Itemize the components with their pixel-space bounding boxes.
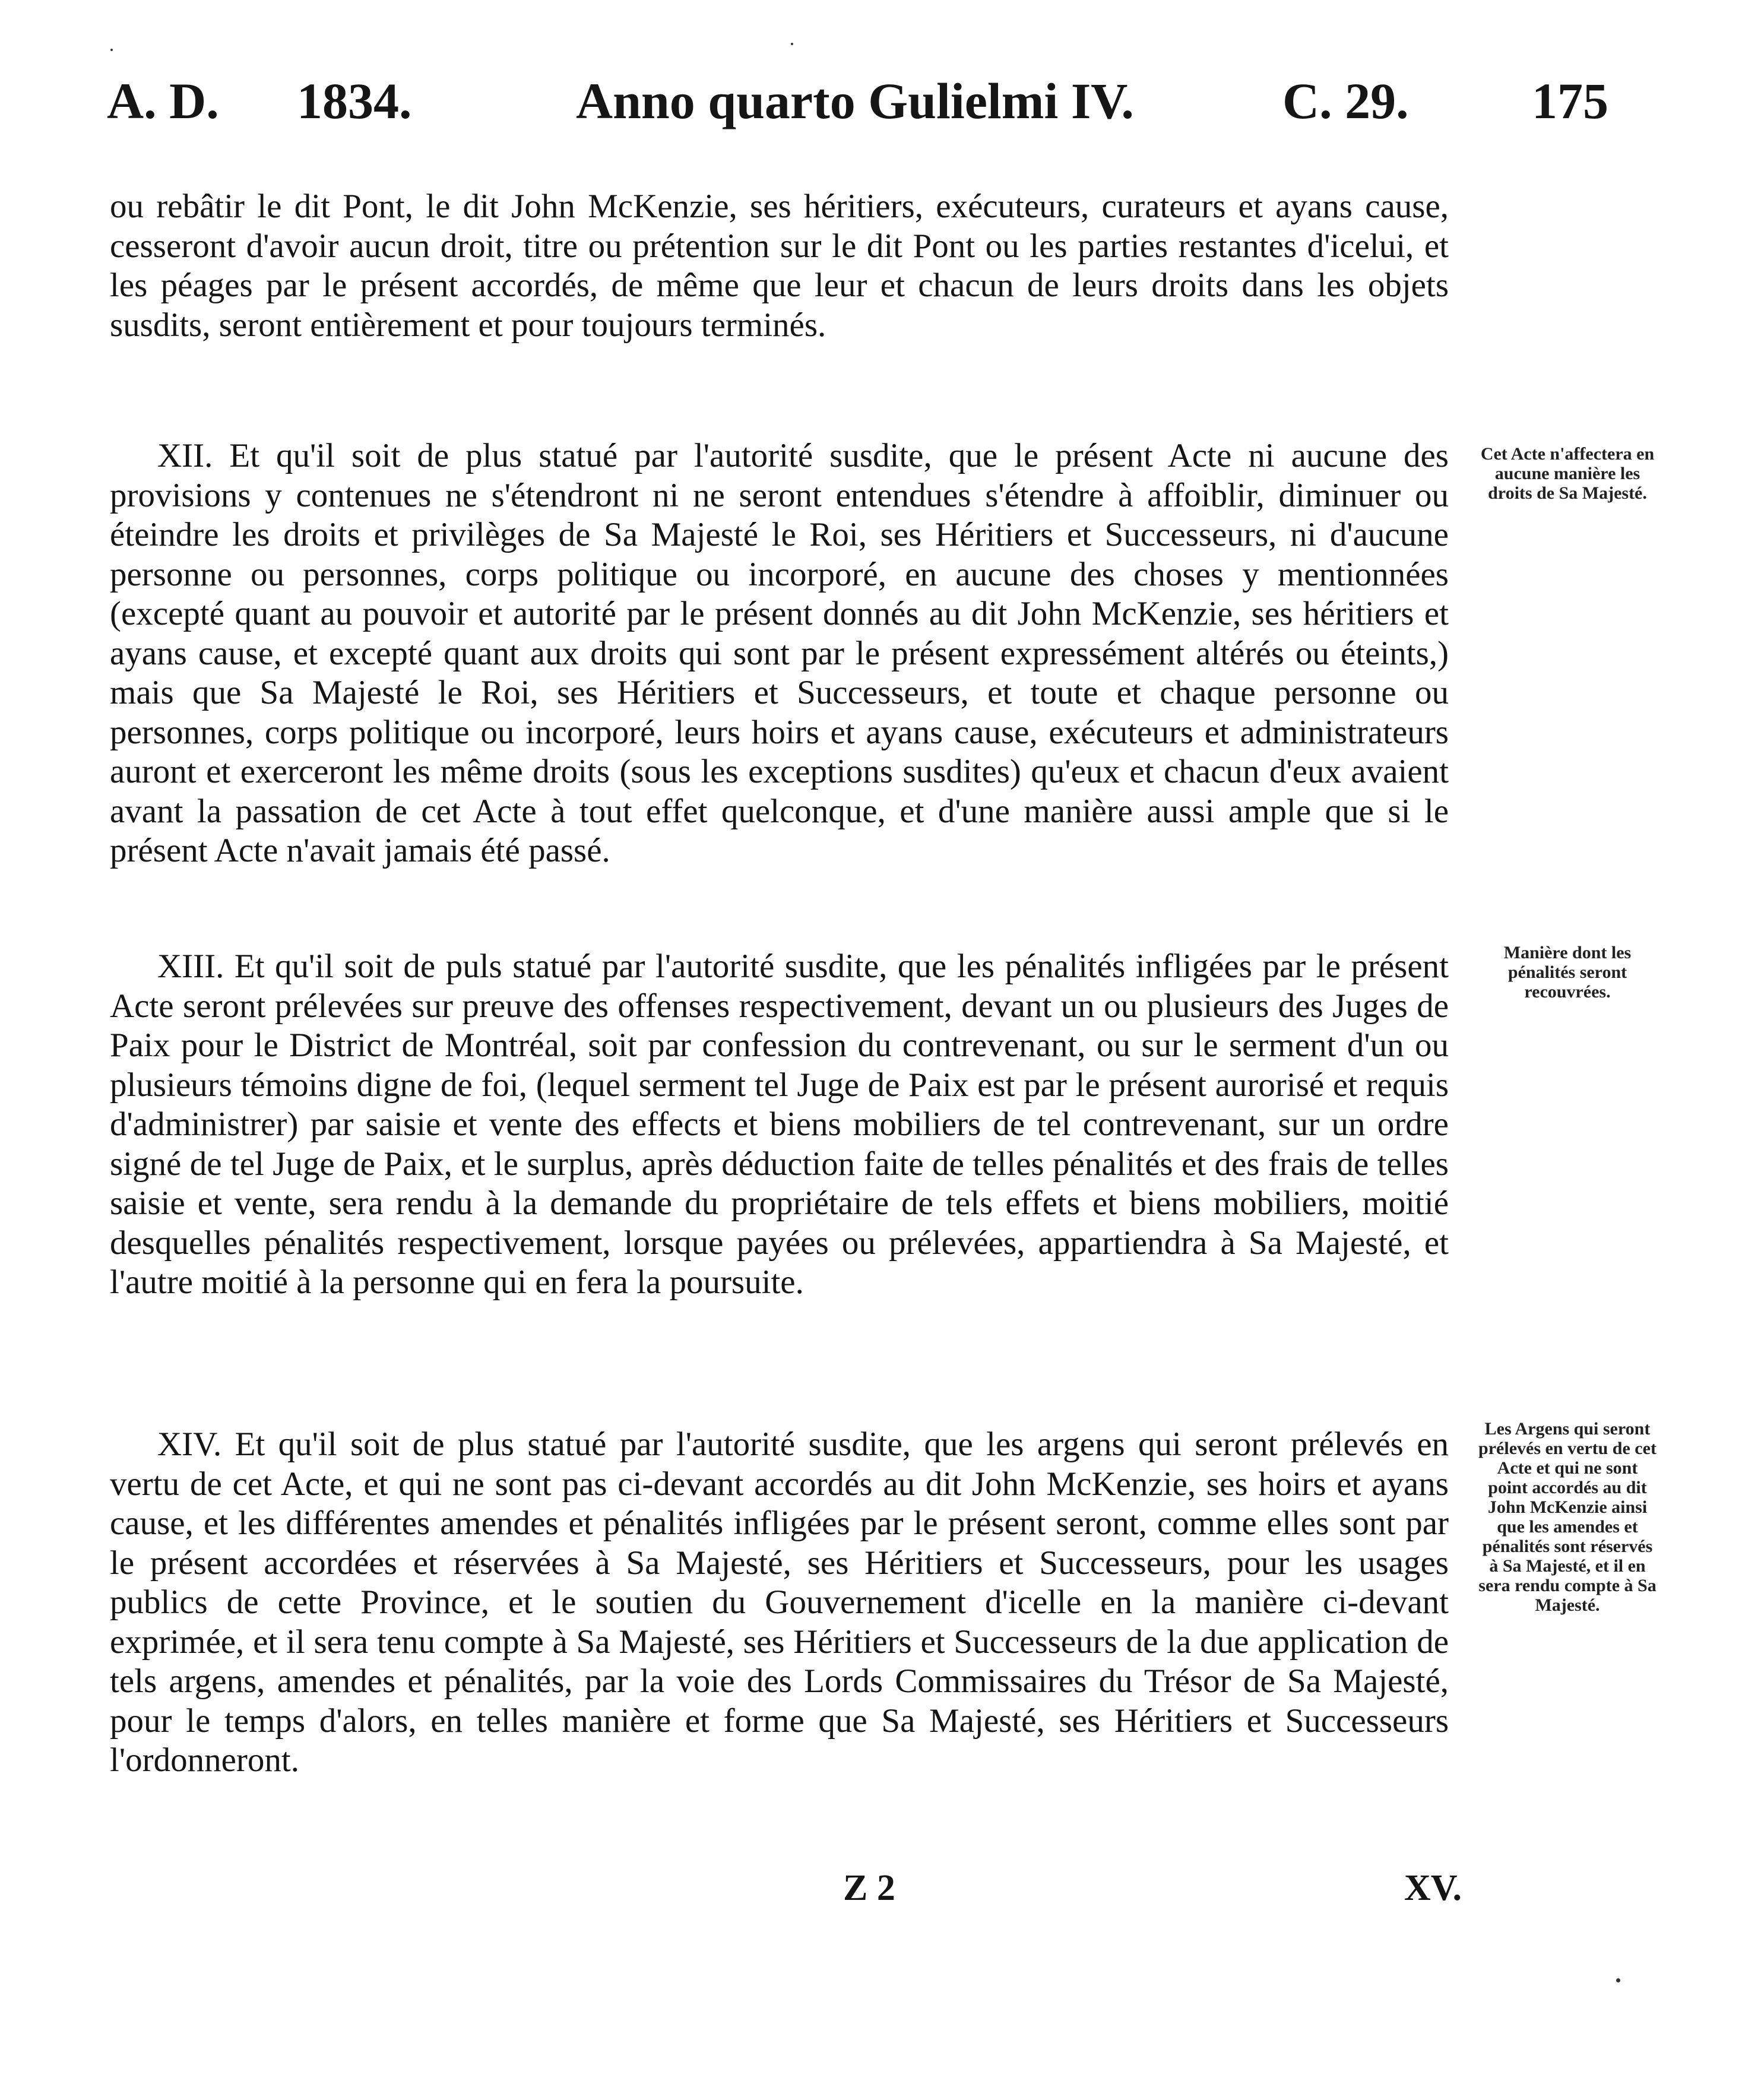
- paragraph-continuation-text: ou rebâtir le dit Pont, le dit John McKenzie, ses héritiers, exécuteurs, curateurs et ayans cause, cesseront d'avoir aucun droit, titre ou prétention sur le dit Pont ou les parties restantes d'icelui, et les péages par le présent accordés, de même que leur et chacun de leurs droits dans les objets susdits, seront entièrement et pour toujours terminés.: [110, 188, 1449, 344]
- section-xiv-text: XIV. Et qu'il soit de plus statué par l'autorité susdite, que les argens qui seront prélevés en vertu de cet Acte, et qui ne sont pas ci-devant accordés au dit John McKenzie, ses hoirs et ayans cause, et les différentes amendes et pénalités infligées par le présent seront, comme elles sont par le présent accordées et réservées à Sa Majesté, ses Héritiers et Successeurs, pour les usages publics de cette Province, et le soutien du Gouvernement d'icelle en la manière ci-devant exprimée, et il sera tenu compte à Sa Majesté, ses Héritiers et Successeurs de la due application de tels argens, amendes et pénalités, par la voie des Lords Commissaires du Trésor de Sa Majesté, pour le temps d'alors, en telles manière et forme que Sa Majesté, ses Héritiers et Successeurs l'ordonneront.: [110, 1426, 1449, 1779]
- section-xii: [110, 436, 1449, 871]
- header-title: Anno quarto Gulielmi IV.: [576, 72, 1134, 129]
- section-xiii-text: XIII. Et qu'il soit de puls statué par l'autorité susdite, que les pénalités infligées par le présent Acte seront prélevées sur preuve des offenses respectivement, devant un ou plusieurs des Juges de Paix pour le District de Montréal, soit par confession du contrevenant, ou sur le serment d'un ou plusieurs témoins digne de foi, (lequel serment tel Juge de Paix est par le présent aurorisé et requis d'administrer) par saisie et vente des effects et biens mobiliers de tel contrevenant, sur un ordre signé de tel Juge de Paix, et le surplus, après déduction faite de telles pénalités et des frais de telles saisie et vente, sera rendu à la demande du propriétaire de tels effets et biens mobiliers, moitié desquelles pénalités respectivement, lorsque payées ou prélevées, appartiendra à Sa Majesté, et l'autre moitié à la personne qui en fera la poursuite.: [110, 948, 1449, 1301]
- ink-speck: [110, 49, 113, 51]
- page-footer: [0, 1867, 1761, 1915]
- header-ad: A. D.: [107, 72, 219, 129]
- running-header: [107, 71, 1639, 148]
- margin-note-xii: Cet Acte n'affectera en aucune manière les droits de Sa Majesté.: [1480, 444, 1655, 503]
- header-year: 1834.: [297, 72, 412, 129]
- signature-mark: Z 2: [843, 1868, 895, 1908]
- section-xii-text: XII. Et qu'il soit de plus statué par l'autorité susdite, que le présent Acte ni aucune des provisions y contenues ne s'étendront ni ne seront entendues s'étendre à affoiblir, diminuer ou éteindre les droits et privilèges de Sa Majesté le Roi, ses Héritiers et Successeurs, ni d'aucune personne ou personnes, corps politique ou incorporé, en aucune des choses y mentionnées (excepté quant au pouvoir et autorité par le présent donnés au dit John McKenzie, ses héritiers et ayans cause, et excepté quant aux droits qui sont par le présent expressément altérés ou éteints,) mais que Sa Majesté le Roi, ses Héritiers et Successeurs, et toute et chaque personne ou personnes, corps politique ou incorporé, leurs hoirs et ayans cause, exécuteurs et administrateurs auront et exerceront les même droits (sous les exceptions susdites) qu'eux et chacun d'eux avaient avant la passation de cet Acte à tout effet quelconque, et d'une manière aussi ample que si le présent Acte n'avait jamais été passé.: [110, 437, 1449, 869]
- ink-speck: [1616, 1978, 1620, 1982]
- section-xiv: [110, 1425, 1449, 1781]
- section-xiii: [110, 947, 1449, 1303]
- ink-speck: [791, 43, 793, 45]
- catchword: XV.: [1404, 1868, 1462, 1908]
- header-chapter: C. 29.: [1282, 72, 1409, 129]
- page-number: 175: [1532, 72, 1608, 129]
- margin-note-xiii: Manière dont les pénalités seront recouvrées.: [1503, 943, 1632, 1002]
- paragraph-continuation: [110, 187, 1449, 345]
- margin-note-xiv: Les Argens qui seront prélevés en vertu de cet Acte et qui ne sont point accordés au dit John McKenzie ainsi que les amendes et pénalités sont réservés à Sa Majesté, et il en sera rendu compte à Sa Majesté.: [1478, 1419, 1657, 1615]
